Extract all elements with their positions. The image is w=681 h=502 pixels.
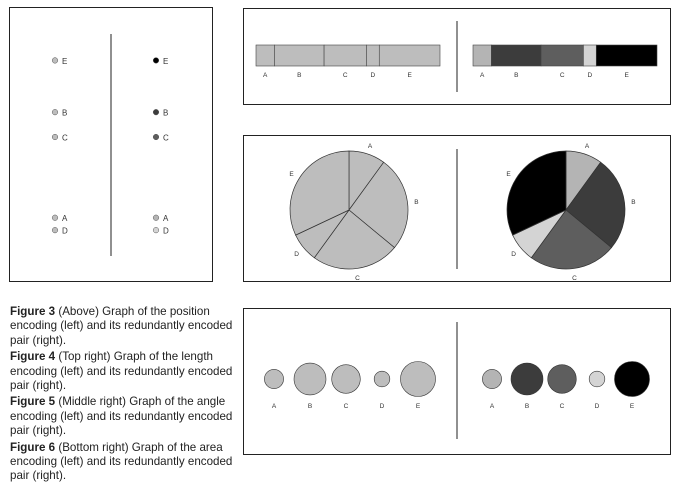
caption-label: Figure 3 — [10, 305, 56, 318]
caption-text: (Above) Graph of the position encoding (left) and its redundantly encoded pair (right). — [10, 305, 233, 347]
caption-text: (Bottom right) Graph of the area encoding (left) and its redundantly encoded pair (right). — [10, 440, 233, 483]
redundant-circle-A — [482, 369, 501, 388]
plain-point-B — [52, 109, 58, 115]
bar-label-A: A — [480, 72, 485, 79]
caption-label: Figure 6 — [10, 440, 56, 454]
plain-point-D — [52, 227, 58, 233]
bar-label-B: B — [297, 72, 302, 79]
caption-label: Figure 4 — [10, 350, 56, 364]
caption-figure-6 — [10, 441, 236, 484]
slice-label-A: A — [367, 142, 373, 150]
figure-captions — [10, 305, 236, 486]
bar-label-B: B — [514, 72, 519, 79]
slice-label-D: D — [294, 250, 299, 258]
slice-label-A: A — [584, 142, 590, 150]
circle-label-C: C — [343, 403, 349, 410]
position-figure-panel — [9, 7, 213, 282]
slice-label-C: C — [355, 274, 360, 281]
plain-bar-A — [256, 45, 274, 66]
plain-circle-E — [401, 362, 436, 397]
caption-text: (Middle right) Graph of the angle encoding (left) and its redundantly encoded pair (right). — [10, 395, 233, 438]
slice-label-E: E — [289, 171, 294, 179]
point-label-A: A — [62, 214, 68, 224]
caption-figure-3 — [10, 305, 236, 348]
bar-label-A: A — [263, 72, 268, 79]
circle-label-D: D — [594, 403, 600, 410]
point-label-B: B — [62, 108, 68, 118]
plain-point-A — [52, 215, 58, 221]
circle-label-A: A — [489, 403, 495, 410]
point-label-C: C — [62, 133, 68, 143]
plain-circle-A — [264, 369, 283, 388]
circle-label-D: D — [379, 403, 385, 410]
circle-label-E: E — [415, 403, 421, 410]
bar-label-C: C — [342, 72, 348, 79]
redundant-bar-D — [583, 45, 596, 66]
redundant-circle-D — [589, 371, 605, 387]
redundant-point-B — [153, 109, 159, 115]
length-figure-panel — [243, 8, 671, 105]
plain-circle-B — [294, 363, 326, 395]
plain-bar-E — [379, 45, 440, 66]
plain-bar-D — [366, 45, 379, 66]
slice-label-C: C — [572, 274, 577, 281]
circle-label-B: B — [524, 403, 530, 410]
point-label-D: D — [163, 226, 169, 236]
point-label-C: C — [163, 133, 169, 143]
point-label-B: B — [163, 108, 169, 118]
bar-label-D: D — [370, 72, 376, 79]
redundant-bar-C — [541, 45, 583, 66]
redundant-bar-A — [473, 45, 491, 66]
angle-figure-panel — [243, 135, 671, 282]
caption-label: Figure 5 — [10, 395, 56, 409]
slice-label-B: B — [631, 198, 636, 206]
plain-bar-B — [274, 45, 324, 66]
circle-label-C: C — [559, 403, 565, 410]
point-label-D: D — [62, 226, 68, 236]
bar-label-E: E — [407, 72, 412, 79]
caption-figure-4 — [10, 350, 236, 393]
bar-label-C: C — [559, 72, 565, 79]
redundant-point-C — [153, 134, 159, 140]
caption-text: (Top right) Graph of the length encoding (left) and its redundantly encoded pair (right). — [10, 350, 233, 393]
caption-figure-5 — [10, 395, 236, 438]
angle-chart — [244, 136, 670, 281]
length-chart — [244, 9, 670, 104]
plain-circle-D — [374, 371, 390, 387]
point-label-A: A — [163, 214, 169, 224]
redundant-bar-B — [491, 45, 541, 66]
redundant-bar-E — [596, 45, 657, 66]
redundant-circle-C — [548, 365, 577, 394]
area-figure-panel — [243, 308, 671, 455]
circle-label-A: A — [271, 403, 277, 410]
redundant-point-A — [153, 215, 159, 221]
plain-circle-C — [332, 365, 361, 394]
circle-label-E: E — [629, 403, 635, 410]
bar-label-D: D — [587, 72, 593, 79]
plain-point-E — [52, 58, 58, 64]
plain-point-C — [52, 134, 58, 140]
point-label-E: E — [62, 56, 68, 66]
slice-label-E: E — [506, 171, 511, 179]
bar-label-E: E — [624, 72, 629, 79]
slice-label-D: D — [511, 250, 516, 258]
area-chart — [244, 309, 670, 454]
point-label-E: E — [163, 56, 169, 66]
position-chart — [10, 8, 212, 281]
redundant-point-D — [153, 227, 159, 233]
circle-label-B: B — [307, 403, 313, 410]
redundant-point-E — [153, 58, 159, 64]
redundant-circle-E — [615, 362, 650, 397]
slice-label-B: B — [414, 198, 419, 206]
plain-bar-C — [324, 45, 366, 66]
redundant-circle-B — [511, 363, 543, 395]
